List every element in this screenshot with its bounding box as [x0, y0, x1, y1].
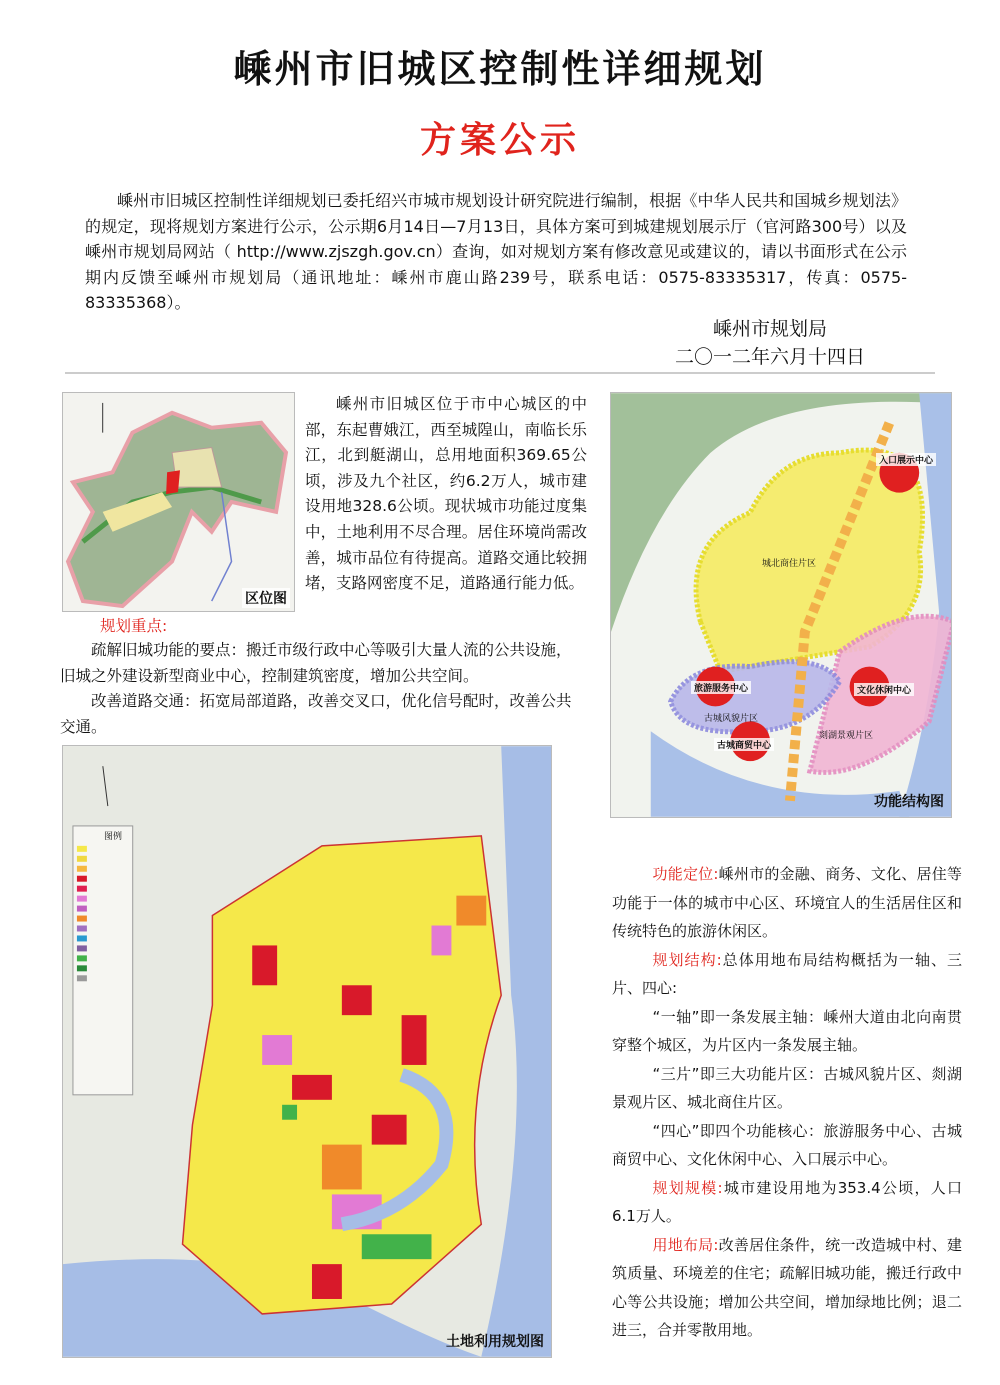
detail-text: “一轴”即一条发展主轴：嵊州大道由北向南贯穿整个城区，为片区内一条发展主轴。 [612, 1007, 962, 1054]
detail-paragraph [612, 1060, 962, 1117]
detail-text: “三片”即三大功能片区：古城风貌片区、剡湖景观片区、城北商住片区。 [612, 1064, 962, 1111]
detail-paragraph [612, 946, 962, 1003]
location-map [62, 392, 295, 612]
area-description: 嵊州市旧城区位于市中心城区的中部，东起曹娥江，西至城隍山，南临长乐江，北到艇湖山，总用地面积369.65公顷，涉及九个社区，约6.2万人，城市建设用地328.6公顷。现状城市功能过度集中，土地利用不尽合理。居住环境尚需改善，城市品位有待提高。道路交通比较拥堵，支路网密度不足，道路通行能力低。 [305, 395, 587, 593]
land-use-map-caption: 土地利用规划图 [446, 1334, 544, 1350]
detail-text: 嵊州市的金融、商务、文化、居住等功能于一体的城市中心区、环境宜人的生活居住区和传统特色的旅游休闲区。 [612, 865, 962, 940]
key-point: 疏解旧城功能的要点：搬迁市级行政中心等吸引大量人流的公共设施，旧城之外建设新型商业中心，控制建筑密度，增加公共空间。 [60, 641, 572, 685]
detail-text: 改善居住条件，统一改造城中村、建筑质量、环境差的住宅；疏解旧城功能，搬迁行政中心等公共设施；增加公共空间，增加绿地比例；退二进三，合并零散用地。 [612, 1235, 962, 1339]
center-label: 旅游服务中心 [691, 681, 751, 694]
location-map-graphic [63, 393, 294, 611]
signature-org: 嵊州市规划局 [712, 318, 827, 340]
zone-label: 剡湖景观片区 [819, 731, 874, 741]
function-map-caption: 功能结构图 [874, 794, 944, 810]
signature-date: 二〇一二年六月十四日 [674, 346, 865, 368]
detail-text: 总体用地布局结构概括为一轴、三片、四心: [612, 950, 962, 997]
page-subtitle: 方案公示 [419, 120, 580, 161]
detail-label: 功能定位: [652, 865, 719, 883]
center-label: 入口展示中心 [876, 453, 936, 466]
planning-details [612, 860, 962, 1345]
key-points-heading: 规划重点: [100, 617, 168, 635]
signature [640, 315, 900, 371]
land-use-map-graphic [63, 746, 551, 1357]
detail-label: 规划规模: [652, 1178, 723, 1197]
function-structure-map [610, 392, 952, 818]
center-label: 文化休闲中心 [854, 683, 914, 696]
detail-paragraph [612, 1003, 962, 1060]
detail-text: “四心”即四个功能核心：旅游服务中心、古城商贸中心、文化休闲中心、入口展示中心。 [612, 1121, 962, 1168]
detail-paragraph [612, 1174, 962, 1231]
key-points [60, 638, 580, 740]
intro-paragraph: 嵊州市旧城区控制性详细规划已委托绍兴市城市规划设计研究院进行编制，根据《中华人民共和国城乡规划法》的规定，现将规划方案进行公示，公示期6月14日—7月13日，具体方案可到城建规划展示厅（官河路300号）以及嵊州市规划局网站（ http://www.zjszgh.gov.cn）查询，如对规划方案有修改意见或建议的，请以书面形式在公示期内反馈至嵊州市规划局（通讯地址：嵊州市鹿山路239号，联系电话：0575-83335317，传真：0575-83335368）。 [85, 191, 907, 312]
detail-label: 规划结构: [652, 950, 722, 969]
detail-paragraph [612, 1231, 962, 1345]
legend-title: 图例 [104, 832, 123, 842]
detail-paragraph [612, 1117, 962, 1174]
detail-label: 用地布局: [652, 1235, 719, 1254]
center-label: 古城商贸中心 [714, 738, 774, 751]
page-title: 嵊州市旧城区控制性详细规划 [233, 47, 767, 91]
zone-label: 城北商住片区 [762, 559, 817, 569]
land-use-map [62, 745, 552, 1358]
detail-paragraph [612, 860, 962, 946]
zone-label: 古城风貌片区 [704, 714, 759, 724]
key-point: 改善道路交通：拓宽局部道路，改善交叉口，优化信号配时，改善公共交通。 [60, 692, 572, 736]
divider [65, 372, 935, 374]
location-map-caption: 区位图 [242, 588, 290, 608]
detail-text: 城市建设用地为353.4公顷，人口6.1万人。 [612, 1178, 962, 1225]
